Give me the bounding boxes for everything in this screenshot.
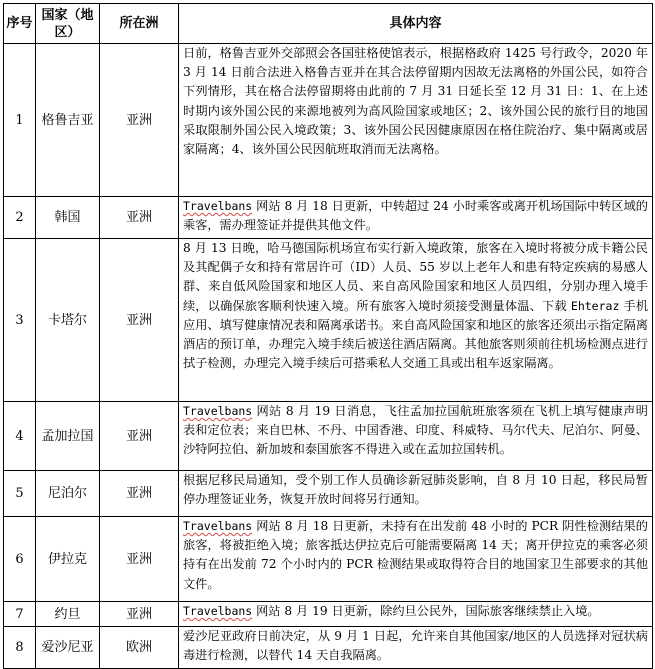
header-index: 序号 xyxy=(4,4,36,44)
row-continent: 亚洲 xyxy=(100,471,179,517)
source-site-name: Travelbans xyxy=(183,604,253,618)
row-content-text: 网站 8 月 18 日更新，中转超过 24 小时乘客或离开机场国际中转区域的乘客，需办理签证并提供其他文件。 xyxy=(183,199,648,233)
row-content xyxy=(179,402,653,471)
table-row xyxy=(4,471,653,517)
row-content-text: 8 月 13 日晚，哈马德国际机场宣布实行新入境政策，旅客在入境时将被分成卡籍公民及其配偶子女和持有常居许可（ID）人员、55 岁以上老年人和患有特定疾病的易感人群、来自低风险国家和地区人员、来自高风险国家和地区人员四组，分别办理入境手续，以确保旅客顺利快速入境。所有旅客入境时须接受测量体温、下载 xyxy=(183,241,648,313)
row-continent: 欧洲 xyxy=(100,627,179,669)
header-content: 具体内容 xyxy=(179,4,653,44)
row-content: 爱沙尼亚政府日前决定，从 9 月 1 日起，允许来自其他国家/地区的人员选择对冠状病毒进行检测，以替代 14 天自我隔离。 xyxy=(179,627,653,669)
table-row xyxy=(4,197,653,239)
row-country: 爱沙尼亚 xyxy=(36,627,100,669)
row-continent: 亚洲 xyxy=(100,602,179,627)
row-index: 7 xyxy=(4,602,36,627)
entry-policy-table xyxy=(3,3,653,669)
row-index: 4 xyxy=(4,402,36,471)
table-row xyxy=(4,239,653,402)
row-content xyxy=(179,197,653,239)
row-content: 根据尼移民局通知，受个别工作人员确诊新冠肺炎影响，自 8 月 10 日起，移民局暂停办理签证业务，恢复开放时间将另行通知。 xyxy=(179,471,653,517)
row-content-text: 手机应用、填写健康情况表和隔离承诺书。来自高风险国家和地区的旅客还须出示指定隔离酒店的预订单，办理完入境手续后被送往酒店隔离。其他旅客则须前往机场检测点进行拭子检测，办理完入境手续后可搭乘私人交通工具或出租车返家隔离。 xyxy=(183,298,649,371)
table-header-row xyxy=(4,4,653,44)
table-row xyxy=(4,402,653,471)
row-continent: 亚洲 xyxy=(100,197,179,239)
source-site-name: Travelbans xyxy=(183,519,253,533)
header-country: 国家（地区） xyxy=(36,4,100,44)
row-continent: 亚洲 xyxy=(100,239,179,402)
row-index: 8 xyxy=(4,627,36,669)
table-row xyxy=(4,602,653,627)
row-country: 卡塔尔 xyxy=(36,239,100,402)
table-row xyxy=(4,627,653,669)
row-content-text: 网站 8 月 19 日更新，除约旦公民外，国际旅客继续禁止入境。 xyxy=(252,604,600,618)
table-row xyxy=(4,517,653,602)
row-country: 尼泊尔 xyxy=(36,471,100,517)
row-continent: 亚洲 xyxy=(100,517,179,602)
row-index: 2 xyxy=(4,197,36,239)
source-site-name: Travelbans xyxy=(183,199,253,213)
app-name: Ehteraz xyxy=(570,298,620,313)
row-index: 3 xyxy=(4,239,36,402)
row-index: 1 xyxy=(4,44,36,197)
table-row xyxy=(4,44,653,197)
row-content-text: 网站 8 月 19 日消息，飞往孟加拉国航班旅客须在飞机上填写健康声明表和定位表；来自巴林、不丹、中国香港、印度、科威特、马尔代夫、尼泊尔、阿曼、沙特阿拉伯、新加坡和泰国旅客不得进入或在孟加拉国转机。 xyxy=(183,404,648,457)
row-continent: 亚洲 xyxy=(100,44,179,197)
row-country: 格鲁吉亚 xyxy=(36,44,100,197)
header-continent: 所在洲 xyxy=(100,4,179,44)
row-index: 6 xyxy=(4,517,36,602)
row-country: 孟加拉国 xyxy=(36,402,100,471)
row-content xyxy=(179,517,653,602)
row-index: 5 xyxy=(4,471,36,517)
row-content xyxy=(179,602,653,627)
row-country: 伊拉克 xyxy=(36,517,100,602)
row-country: 约旦 xyxy=(36,602,100,627)
source-site-name: Travelbans xyxy=(183,404,253,418)
row-country: 韩国 xyxy=(36,197,100,239)
row-continent: 亚洲 xyxy=(100,402,179,471)
row-content: 日前，格鲁吉亚外交部照会各国驻格使馆表示，根据格政府 1425 号行政令，2020 年 3 月 14 日前合法进入格鲁吉亚并在其合法停留期内因故无法离格的外国公民，如符合下列情形，其在格合法停留期将由此前的 7 月 31 日延长至 12 月 31 日：1、在上述时期内该外国公民的来源地被列为高风险国家或地区；2、该外国公民的旅行目的地国采取限制外国公民入境政策；3、该外国公民因健康原因在格住院治疗、集中隔离或居家隔离；4、该外国公民因航班取消而无法离格。 xyxy=(179,44,653,197)
row-content-text: 网站 8 月 18 日更新，未持有在出发前 48 小时的 PCR 阴性检测结果的旅客，将被拒绝入境；旅客抵达伊拉克后可能需要隔离 14 天；离开伊拉克的乘客必须持有在出发前 72 个小时内的 PCR 检测结果或取得符合目的地国家卫生部要求的其他文件。 xyxy=(183,519,648,591)
row-content xyxy=(179,239,653,402)
